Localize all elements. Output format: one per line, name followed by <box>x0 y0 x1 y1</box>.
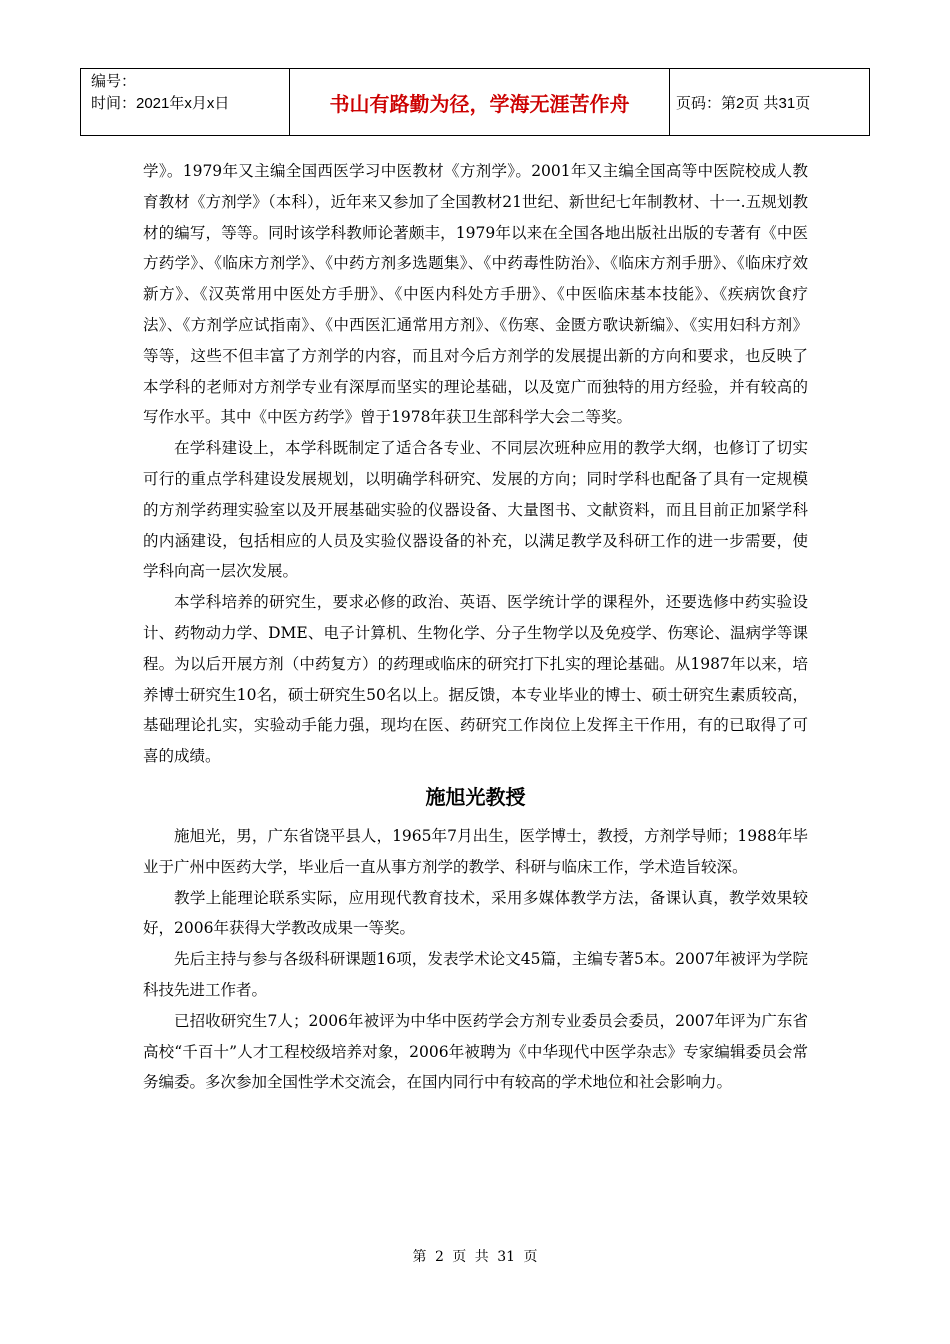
paragraph-honors: 已招收研究生7人；2006年被评为中华中医药学会方剂专业委员会委员，2007年评为广东省高校“千百十”人才工程校级培养对象，2006年被聘为《中华现代中医学杂志》专家编辑委员会常务编委。多次参加全国性学术交流会，在国内同行中有较高的学术地位和社会影响力。 <box>143 1011 808 1092</box>
doc-number-label: 编号： <box>91 73 137 90</box>
header-meta-cell <box>81 69 290 136</box>
paragraph-continued: 学》。1979年又主编全国西医学习中医教材《方剂学》。2001年又主编全国高等中医院校成人教育教材《方剂学》（本科），近年来又参加了全国教材21世纪、新世纪七年制教材、十一.五规划教材的编写，等等。同时该学科教师论著颇丰，1979年以来在全国各地出版社出版的专著有《中医方药学》、《临床方剂学》、《中药方剂多选题集》、《中药毒性防治》、《临床方剂手册》、《临床疗效新方》、《汉英常用中医处方手册》、《中医内科处方手册》、《中医临床基本技能》、《疾病饮食疗法》、《方剂学应试指南》、《中西医汇通常用方剂》、《伤寒、金匮方歌诀新编》、《实用妇科方剂》等等，这些不但丰富了方剂学的内容，而且对今后方剂学的发展提出新的方向和要求，也反映了本学科的老师对方剂学专业有深厚而坚实的理论基础，以及宽广而独特的用方经验，并有较高的写作水平。其中《中医方药学》曾于1978年获卫生部科学大会二等奖。 <box>143 162 808 427</box>
document-body <box>143 156 808 1098</box>
paragraph-teaching: 教学上能理论联系实际，应用现代教育技术，采用多媒体教学方法，备课认真，教学效果较好，2006年获得大学教改成果一等奖。 <box>143 888 808 938</box>
paragraph-graduate-training: 本学科培养的研究生，要求必修的政治、英语、医学统计学的课程外，还要选修中药实验设计、药物动力学、DME、电子计算机、生物化学、分子生物学以及免疫学、伤寒论、温病学等课程。为以后开展方剂（中药复方）的药理或临床的研究打下扎实的理论基础。从1987年以来，培养博士研究生10名，硕士研究生50名以上。据反馈，本专业毕业的博士、硕士研究生素质较高，基础理论扎实，实验动手能力强，现均在医、药研究工作岗位上发挥主干作用，有的已取得了可喜的成绩。 <box>143 593 808 766</box>
paragraph-bio: 施旭光，男，广东省饶平县人，1965年7月出生，医学博士，教授，方剂学导师；1988年毕业于广州中医药大学，毕业后一直从事方剂学的教学、科研与临床工作，学术造旨较深。 <box>143 826 808 876</box>
doc-date-label: 时间：2021年x月x日 <box>91 95 230 112</box>
page-footer: 第 2 页 共 31 页 <box>412 1249 538 1265</box>
paragraph-research: 先后主持与参与各级科研课题16项，发表学术论文45篇，主编专著5本。2007年被评为学院科技先进工作者。 <box>143 950 808 999</box>
section-title: 施旭光教授 <box>425 784 526 809</box>
paragraph-discipline-construction: 在学科建设上，本学科既制定了适合各专业、不同层次班种应用的教学大纲，也修订了切实可行的重点学科建设发展规划，以明确学科研究、发展的方向；同时学科也配备了具有一定规模的方剂学药理实验室以及开展基础实验的仪器设备、大量图书、文献资料，而且目前正加紧学科的内涵建设，包括相应的人员及实验仪器设备的补充，以满足教学及科研工作的进一步需要，使学科向高一层次发展。 <box>143 439 808 581</box>
header-page-label: 页码：第2页 共31页 <box>670 69 870 136</box>
header-motto: 书山有路勤为径，学海无涯苦作舟 <box>290 69 670 136</box>
page-header-table <box>80 68 870 136</box>
